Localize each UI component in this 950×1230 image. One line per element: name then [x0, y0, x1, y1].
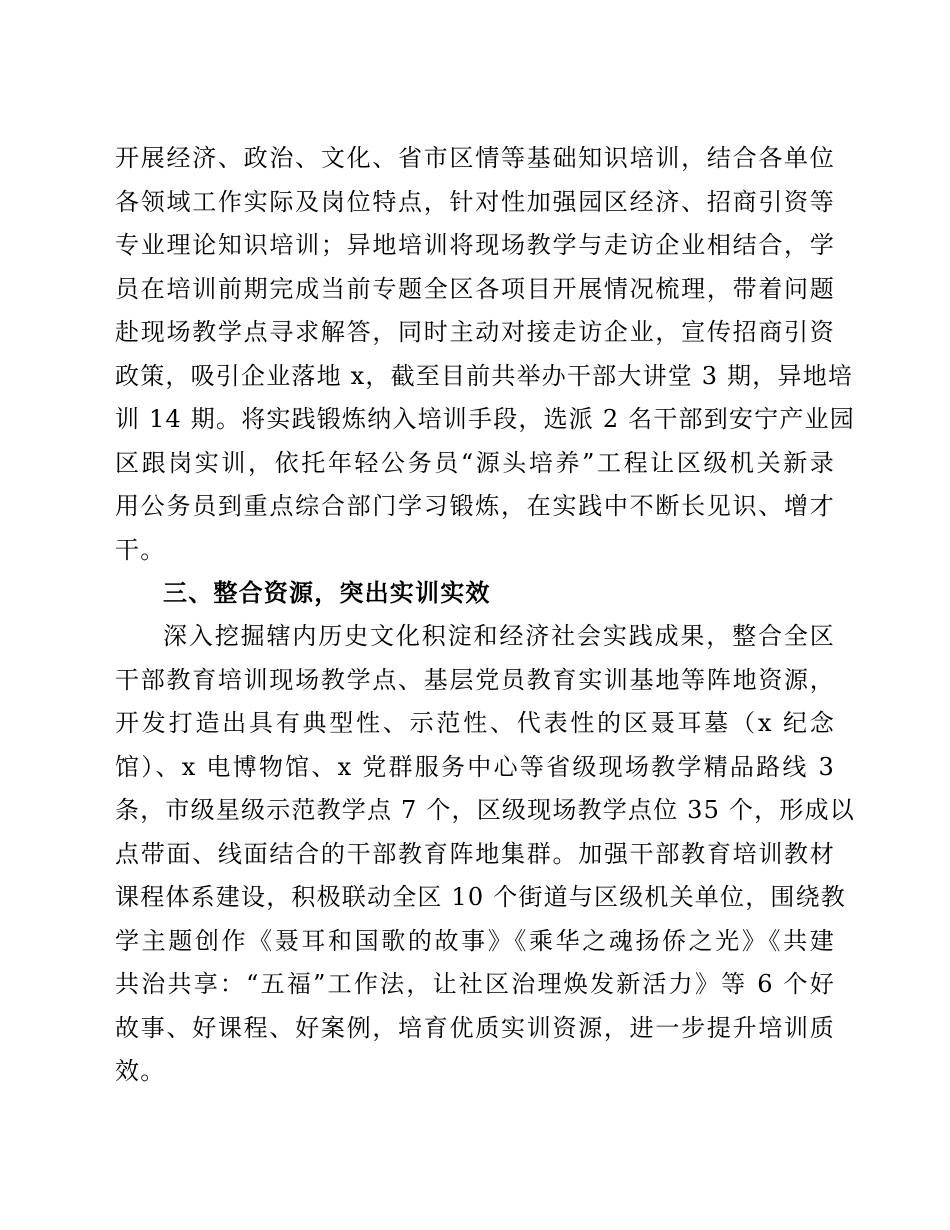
text-line: 开展经济、政治、文化、省市区情等基础知识培训，结合各单位 [115, 144, 835, 172]
text-line: 专业理论知识培训；异地培训将现场教学与走访企业相结合，学 [115, 231, 835, 259]
text-line: 员在培训前期完成当前专题全区各项目开展情况梳理，带着问题 [115, 274, 835, 303]
section-heading-text: 三、整合资源，突出实训实效 [163, 578, 491, 607]
text-line: 赴现场教学点寻求解答，同时主动对接走访企业，宣传招商引资 [115, 318, 835, 346]
paragraph-training-methods [115, 137, 855, 572]
text-line: 点带面、线面结合的干部教育阵地集群。加强干部教育培训教材 [115, 839, 835, 868]
text-line: 共治共享：“五福”工作法，让社区治理焕发新活力》等 6 个好 [115, 970, 835, 998]
text-line: 效。 [115, 1057, 166, 1085]
text-line: 干。 [115, 535, 166, 564]
text-line: 课程体系建设，积极联动全区 10 个街道与区级机关单位，围绕教 [115, 883, 846, 911]
paragraph-resource-integration [115, 615, 855, 1094]
text-line: 学主题创作《聂耳和国歌的故事》《乘华之魂扬侨之光》《共建 [115, 926, 835, 955]
text-line: 条，市级星级示范教学点 7 个，区级现场教学点位 35 个，形成以 [115, 796, 855, 824]
text-line: 故事、好课程、好案例，培育优质实训资源，进一步提升培训质 [115, 1013, 835, 1042]
text-line: 训 14 期。将实践锻炼纳入培训手段，选派 2 名干部到安宁产业园 [115, 405, 855, 433]
section-heading [115, 571, 835, 615]
text-line: 深入挖掘辖内历史文化积淀和经济社会实践成果，整合全区 [163, 622, 835, 650]
text-line: 开发打造出具有典型性、示范性、代表性的区聂耳墓（x 纪念 [115, 709, 835, 737]
text-line: 政策，吸引企业落地 x，截至目前共举办干部大讲堂 3 期，异地培 [115, 361, 854, 390]
text-line: 各领域工作实际及岗位特点，针对性加强园区经济、招商引资等 [115, 187, 835, 216]
text-line: 用公务员到重点综合部门学习锻炼，在实践中不断长见识、增才 [115, 492, 835, 520]
text-line: 区跟岗实训，依托年轻公务员“源头培养”工程让区级机关新录 [115, 448, 835, 477]
text-line: 干部教育培训现场教学点、基层党员教育实训基地等阵地资源， [115, 665, 835, 694]
text-line: 馆）、x 电博物馆、x 党群服务中心等省级现场教学精品路线 3 [115, 752, 835, 781]
